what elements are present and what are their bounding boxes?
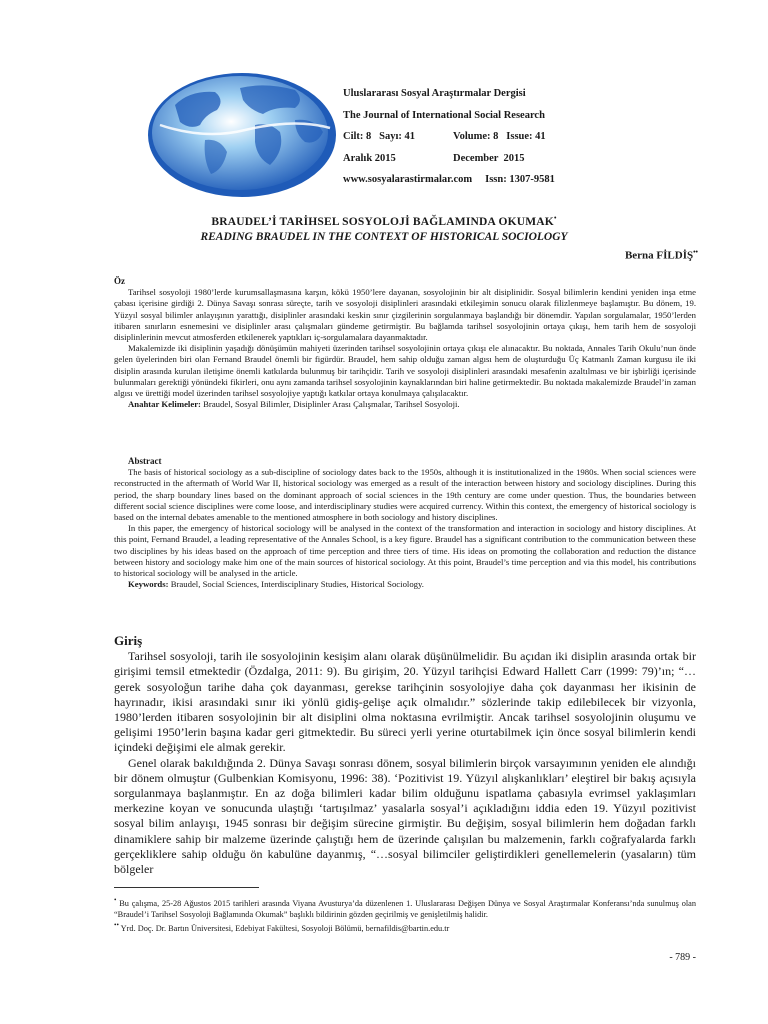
date-en: December 2015 bbox=[453, 152, 525, 164]
abstract-keywords: Keywords: Braudel, Social Sciences, Interdisciplinary Studies, Historical Sociology. bbox=[128, 579, 424, 590]
journal-website[interactable]: www.sosyalarastirmalar.com bbox=[343, 174, 473, 186]
oz-heading: Öz bbox=[114, 276, 125, 286]
oz-section bbox=[114, 276, 696, 410]
body-paragraph-2: Genel olarak bakıldığında 2. Dünya Savaşı sonrası dönem, sosyal bilimlerin birçok varsayımının yeniden ele alındığı bir dönem olmuştur (Gulbenkian Komisyonu, 1996: 38). ‘Pozitivist 19. Yüzyıl alışkanlıkları’ eleştirel bir bakış açısıyla sorgulanmaya başlanmıştır. En az doğa bilimleri kadar bilim olduğunu ispatlama çabasıyla evrimsel yaklaşımları merkezine koyan ve sonucunda ulaştığı ‘tartışılmaz’ yasalarla sosyal’i açıkladığını iddia eden 19. Yüzyıl pozitivist sosyal bilim anlayışı, 1945 sonrası bir değişim sürecine girmiştir. Bu değişim, sosyal bilimlerin hem doğadan farklı dinamiklere sahip bir malzeme üzerinde çalıştığı hem de üzerinde çalışılan bu malzemenin, farklı coğrafyalarda farklı gerçekliklere sahip olduğu ön kabulüne dayanmış, “…sosyal bilimciler geliştirdikleri genellemelerin (yasaların) tüm bölgeler bbox=[114, 755, 696, 877]
date-tr: Aralık 2015 bbox=[343, 152, 396, 164]
footnote-1: • Bu çalışma, 25-28 Ağustos 2015 tarihleri arasında Viyana Avusturya’da düzenlenen 1. Uluslararası Değişen Dünya ve Sosyal Araştırmalar Konferansı’nda sunulmuş olan “Braudel’i Tarihsel Sosyoloji Bağlamında Okumak” başlıklı bildirinin gözden geçirilmiş ve genişletilmiş halidir. bbox=[114, 896, 696, 919]
body-section bbox=[114, 633, 696, 877]
abstract-paragraph-1: The basis of historical sociology as a sub-discipline of sociology dates back to the 1950s, although it is institutionalized in the 1980s. When social sciences were reconstructed in the aftermath of World War II, historical sociology was emerged as a result of the interaction between history and sociology disciplines. During this period, the sharp boundary lines based on the dominant approach of social sciences in the 19th century are come under question. Thus, the boundaries between different social science disciplines were come loose, and interdisciplinary studies were acquired currency. Within this context, the emergency of historical sociology is based on the internal debates amenable to the mentioned atmosphere in both sociology and history disciplines. bbox=[114, 467, 696, 523]
abstract-paragraph-2: In this paper, the emergency of historical sociology will be analysed in the context of the transformation and interaction in sociology and history disciplines. At this point, Fernand Braudel, a leading representative of the Annales School, is a key figure. Braudel has a significant contribution to the communication between these two disciplines by his ideas based on the approach of time perception and three tiers of time. His ideas on promoting the collaboration and reduction the distance between history and sociology make him one of the main sources of historical sociology. At this point, Braudel’s time perception and via this model, his contributions to historical sociology will be analysed in the article. bbox=[114, 523, 696, 579]
abstract-heading: Abstract bbox=[128, 456, 162, 466]
oz-keywords: Anahtar Kelimeler: Braudel, Sosyal Bilimler, Disiplinler Arası Çalışmalar, Tarihsel Sosyoloji. bbox=[128, 399, 460, 410]
page-number: - 789 - bbox=[669, 952, 696, 963]
oz-paragraph-1: Tarihsel sosyoloji 1980’lerde kurumsallaşmasına karşın, kökü 1950’lere dayanan, sosyolojinin bir alt disiplinidir. Sosyal bilimlerin kendini yeniden inşa etme çabası içerisine girdiği 2. Dünya Savaşı sonrası süreçte, tarih ve sosyoloji disiplinleri arasındaki etkileşimin sonucu olarak filizlenmeye başlamıştır. Bu dönem, 19. Yüzyıl sosyal bilimler anlayışının yarattığı, disiplinler arasındaki keskin sınır çizgilerinin sorgulanmaya başlandığı bir dönemdir. Yapılan sorgulamalar, 1950’lerden itibaren sınırların esnemesini ve disiplinler arası çalışmaları gündeme getirmiştir. Bu bağlamda tarihsel sosyolojinin ortaya çıkışı, hem tarih hem de sosyoloji disiplinlerinin mevcut atmosferden etkilenerek yaptıkları iç-sorgulamalara dayanmaktadır. bbox=[114, 287, 696, 343]
journal-issn: Issn: 1307-9581 bbox=[485, 174, 555, 186]
journal-info bbox=[343, 83, 555, 191]
article-subtitle: READING BRAUDEL IN THE CONTEXT OF HISTORICAL SOCIOLOGY bbox=[200, 231, 568, 243]
footnote-2: •• Yrd. Doç. Dr. Bartın Üniversitesi, Edebiyat Fakültesi, Sosyoloji Bölümü, bernafildis@bartin.edu.tr bbox=[114, 920, 450, 933]
journal-title-tr: Uluslararası Sosyal Araştırmalar Dergisi bbox=[343, 88, 526, 99]
globe-logo-icon bbox=[145, 70, 340, 200]
body-paragraph-1: Tarihsel sosyoloji, tarih ile sosyolojinin kesişim alanı olarak düşünülmelidir. Bu açıdan iki disiplin arasında ortak bir girişimi temsil etmektedir (Özdalga, 2011: 9). Bu girişim, 20. Yüzyıl tarihçisi Edward Hallett Carr (1999: 79)’ın; “… gerek sosyoloğun tarihe daha çok dayanması, gerekse tarihçinin sosyolojiye daha çok dayanması her ikisinin de hayrınadır, ikisi arasındaki sınır iki yönlü gidiş-gelişe açık olmalıdır.” sözlerinde takip edilebilecek bir vizyonla, 1980’lerden itibaren sosyolojinin bir alt disiplini olma noktasına evrilmiştir. Ancak tarihsel sosyolojinin oluşumu ve gelişimi 1950’lerin başına kadar geri gitmektedir. Bu süreci yerli yerine oturtabilmek için önce sosyal bilimlerin kendi içindeki değişimi ele almak gerekir. bbox=[114, 649, 696, 755]
footnote-divider bbox=[114, 887, 259, 888]
section-heading-giris: Giriş bbox=[114, 633, 143, 648]
journal-title-en: The Journal of International Social Research bbox=[343, 109, 545, 121]
article-title: BRAUDEL’İ TARİHSEL SOSYOLOJİ BAĞLAMINDA OKUMAK• bbox=[211, 214, 557, 228]
abstract-section bbox=[114, 456, 696, 590]
footnotes bbox=[114, 895, 696, 934]
oz-paragraph-2: Makalemizde iki disiplinin yaşadığı dönüşümün mahiyeti üzerinden tarihsel sosyolojinin ortaya çıkışı ele alınacaktır. Bu noktada, Annales Tarih Okulu’nun önde gelen üyelerinden biri olan Fernand Braudel önemli bir figürdür. Braudel, hem sahip olduğu zaman algısı hem de oluşturduğu Üç Katmanlı Zaman kurgusu ile iki disiplin arasında kurulan iletişime önemli katkılarda bulunmuş bir tarihçidir. Tarih ve sosyoloji disiplinleri arasındaki mesafenin azaltılması ve bir işbirliği içerisinde bulunmaları gerektiği yönündeki fikirleri, onu aynı zamanda tarihsel sosyolojinin kaynaklarından biri haline getirmektedir. Bu noktada makalemizde Braudel’in zaman algısı ve ürettiği model üzerinden tarihsel sosyolojiye yaptığı katkılar ortaya konulmaya çalışılacaktır. bbox=[114, 343, 696, 399]
author-name: Berna FİLDİŞ•• bbox=[624, 248, 698, 262]
volume-issue: Volume: 8 Issue: 41 bbox=[453, 131, 546, 143]
cilt-sayi: Cilt: 8 Sayı: 41 bbox=[343, 131, 416, 143]
